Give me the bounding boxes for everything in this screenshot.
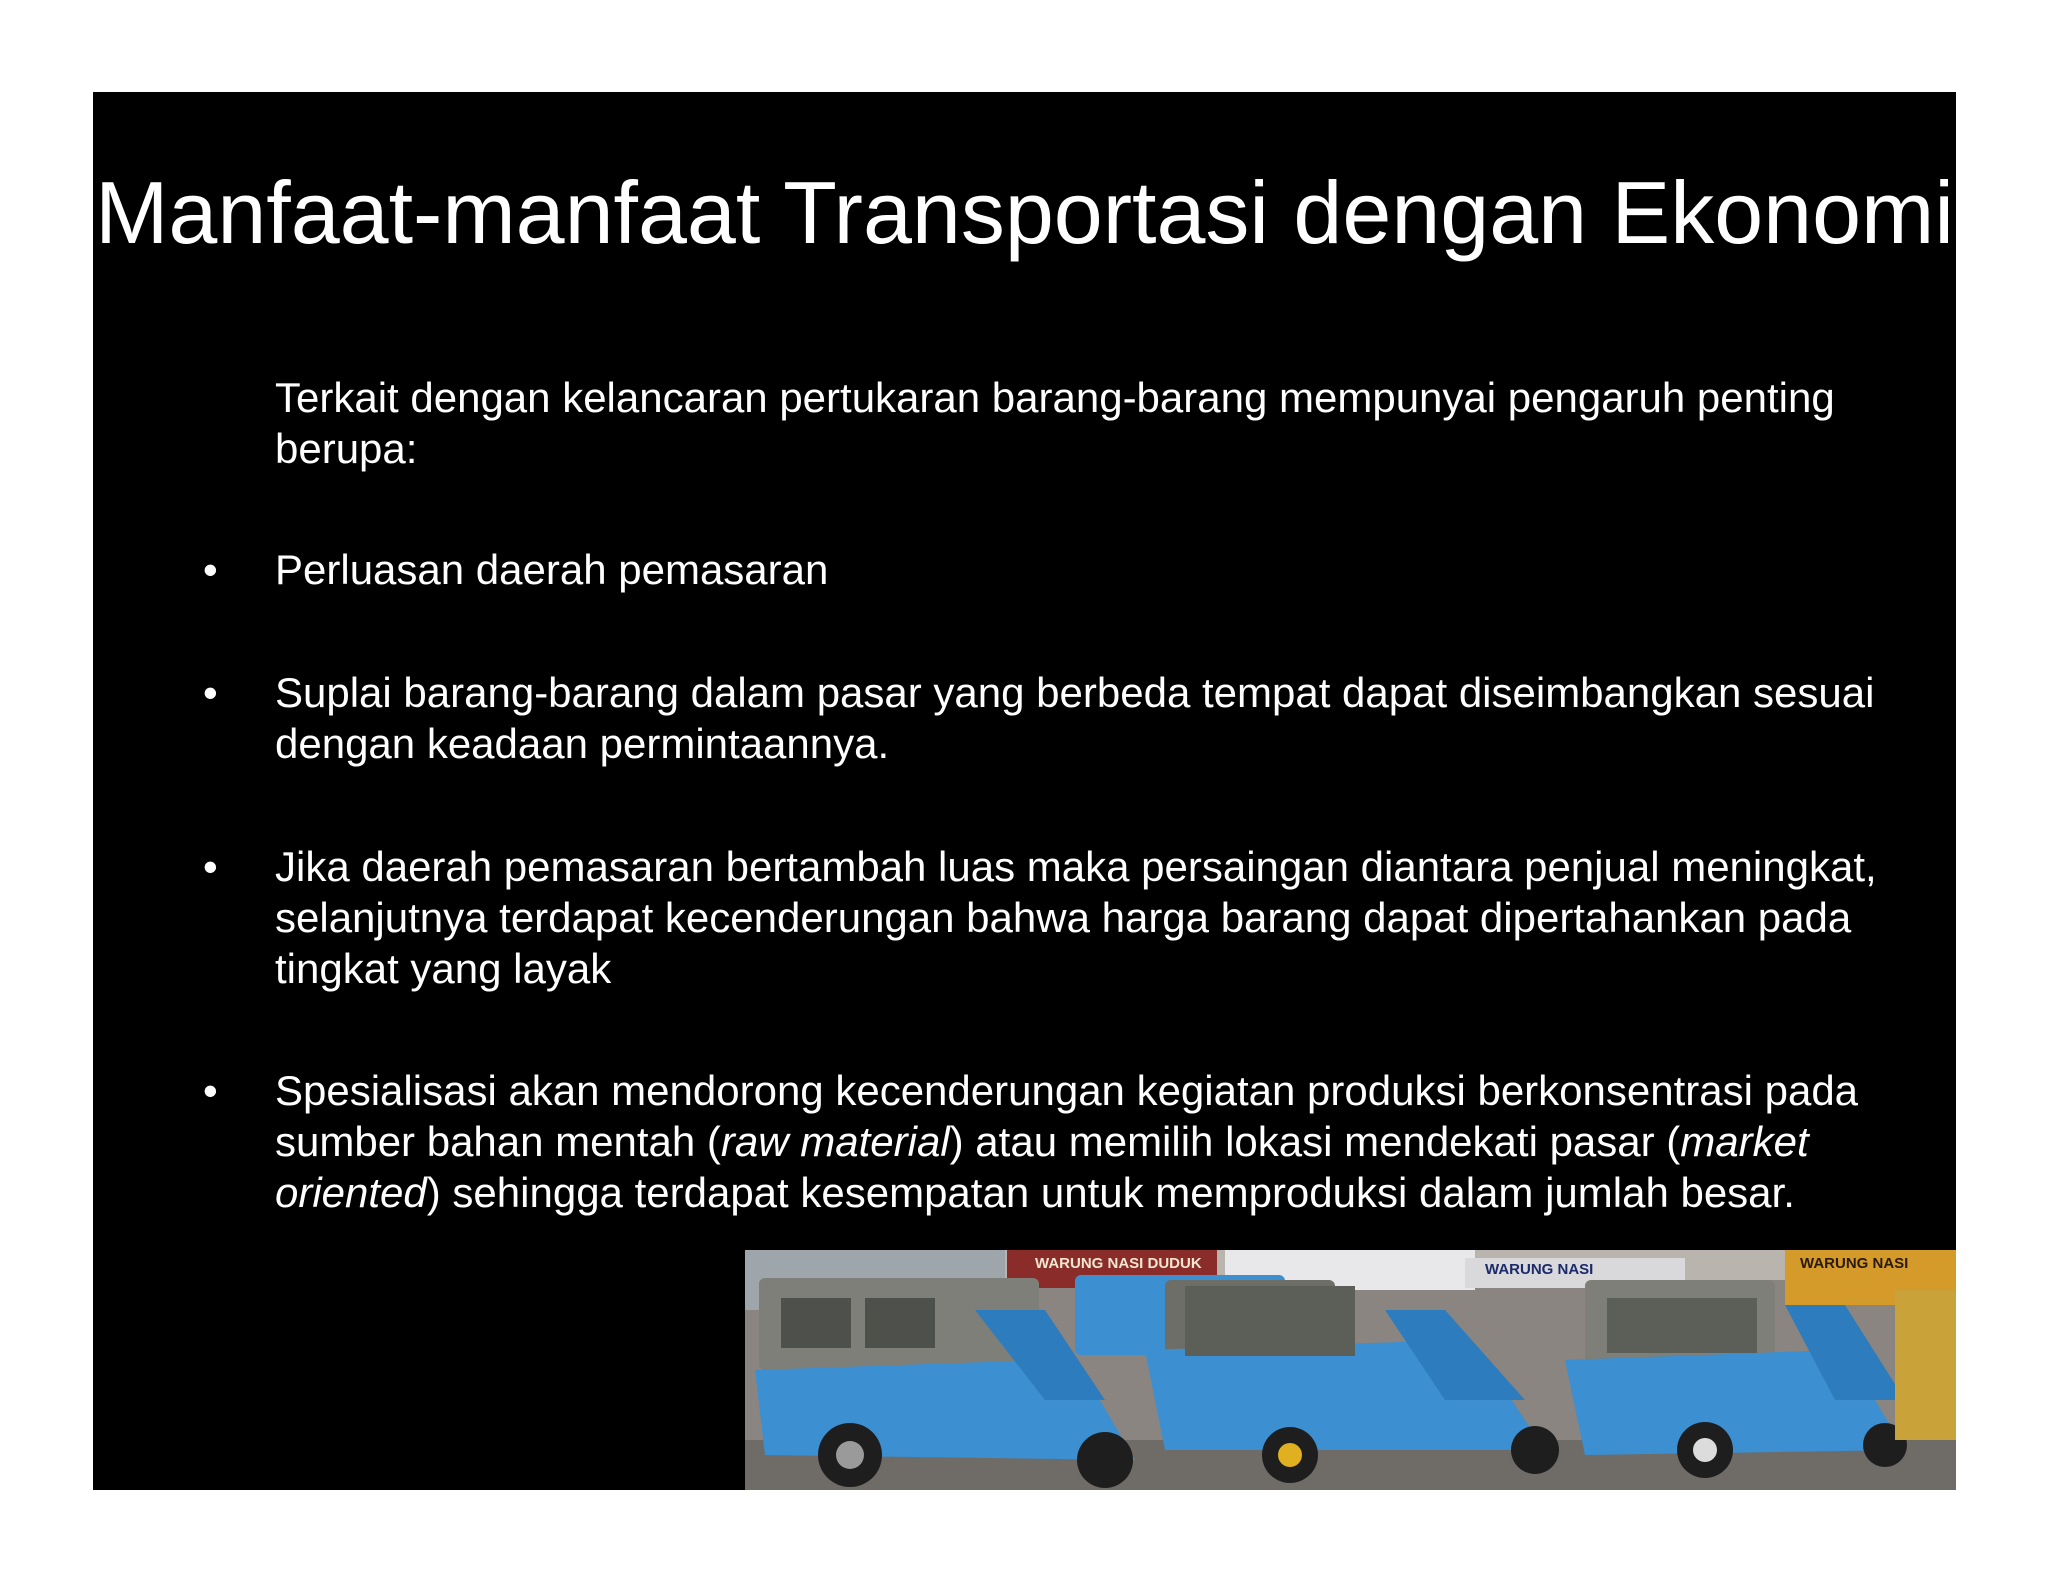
bullet-item xyxy=(203,544,1935,595)
slide-title: Manfaat-manfaat Transportasi dengan Ekonomi xyxy=(95,163,1954,262)
bullet-text: Jika daerah pemasaran bertambah luas maka persaingan diantara penjual meningkat, selanjutnya terdapat kecenderungan bahwa harga barang dapat dipertahankan pada tingkat yang layak xyxy=(275,843,1877,992)
bullet-text-part: Spesialisasi akan mendorong kecenderungan kegiatan produksi berkonsentrasi pada sumber bahan mentah ( xyxy=(275,1067,1859,1165)
bullet-item xyxy=(203,667,1935,769)
bajaj-photo xyxy=(745,1250,1956,1490)
bullet-text xyxy=(275,1067,1858,1216)
bajaj-photo-graphic xyxy=(745,1250,1956,1490)
bullet-item xyxy=(203,1065,1935,1218)
bullet-text: Perluasan daerah pemasaran xyxy=(275,546,829,593)
italic-term: market oriented xyxy=(275,1118,1809,1216)
bullet-icon: • xyxy=(203,843,218,890)
sign-text: WARUNG NASI xyxy=(1485,1261,1594,1278)
bajaj-vehicle xyxy=(1565,1280,1956,1478)
bullet-icon: • xyxy=(203,669,218,716)
bullet-item xyxy=(203,841,1935,994)
bullet-text-part: ) sehingga terdapat kesempatan untuk memproduksi dalam jumlah besar. xyxy=(426,1169,1795,1216)
bullet-text-part: ) atau memilih lokasi mendekati pasar ( xyxy=(949,1118,1681,1165)
intro-text: Terkait dengan kelancaran pertukaran barang-barang mempunyai pengaruh penting berupa: xyxy=(275,374,1835,472)
slide xyxy=(93,92,1956,1490)
bullet-text: Suplai barang-barang dalam pasar yang berbeda tempat dapat diseimbangkan sesuai dengan keadaan permintaannya. xyxy=(275,669,1875,767)
sign-text: WARUNG NASI DUDUK xyxy=(1035,1255,1202,1272)
bullet-icon: • xyxy=(203,1067,218,1114)
sign-text: WARUNG NASI xyxy=(1800,1255,1909,1272)
italic-term: raw material xyxy=(720,1118,950,1165)
bullet-icon: • xyxy=(203,546,218,593)
